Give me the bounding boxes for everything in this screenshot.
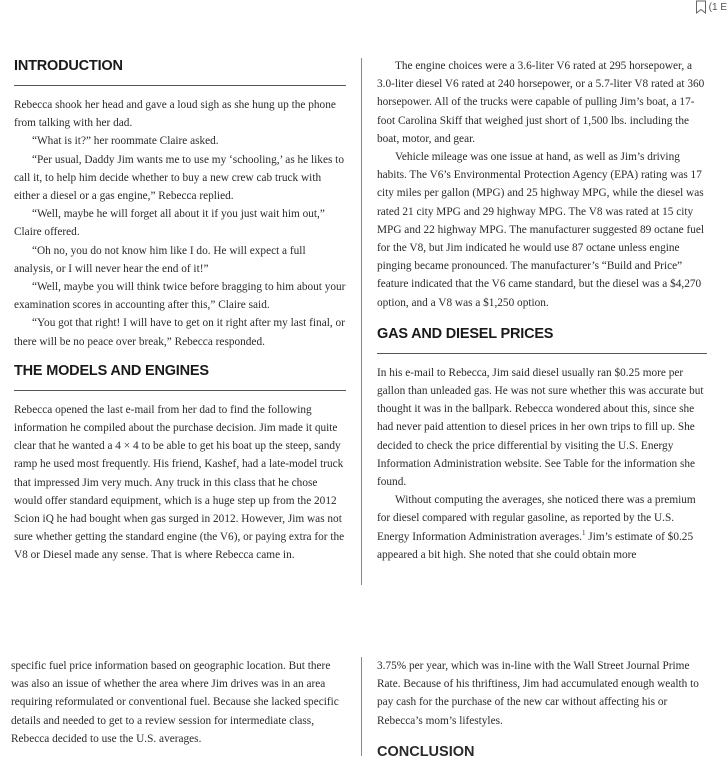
- left-column-top: [14, 58, 346, 565]
- fuel-info-paragraph: specific fuel price information based on geographic location. But there was also an issue of whether the area where Jim drives was in an area requiring reformulated or conventional fuel. Because she lacked specific details and needed to get to a review session for intermediate class, Rebecca decided to use the U.S. averages.: [11, 660, 339, 745]
- financing-paragraph: 3.75% per year, which was in-line with the Wall Street Journal Prime Rate. Because of his thriftiness, Jim had accumulated enough wealth to pay cash for the purchase of the new car without affecting his or Rebecca’s mom’s lifestyles.: [377, 660, 699, 727]
- intro-paragraph: “What is it?” her roommate Claire asked.: [32, 135, 219, 148]
- gas-paragraph: In his e-mail to Rebecca, Jim said diesel usually ran $0.25 more per gallon than unleaded gas. He was not sure whether this was accurate but thought it was in the ballpark. Rebecca wondered about this, since she had never paid attention to diesel prices in her own trips to fill up. She decided to check the price differential by visiting the U.S. Energy Information Administration website. See Table for the information she found.: [377, 366, 704, 489]
- conclusion-heading: CONCLUSION: [377, 743, 475, 760]
- page-indicator[interactable]: [695, 0, 727, 14]
- gas-diesel-body: [377, 364, 707, 564]
- engine-choices-body: [377, 57, 707, 312]
- gas-paragraph-2-continued: Jim’s estimate of $0.25 appeared a bit high. She noted that she could obtain more: [377, 530, 694, 561]
- column-divider-top: [361, 58, 362, 585]
- bookmark-icon[interactable]: [695, 0, 707, 14]
- page-number: (1 E: [708, 1, 727, 13]
- intro-paragraph: “Per usual, Daddy Jim wants me to use my ‘schooling,’ as he likes to call it, to help him decide whether to buy a new crew cab truck with either a diesel or a gas engine,” Rebecca replied.: [14, 153, 344, 203]
- models-engines-heading: THE MODELS AND ENGINES: [14, 363, 346, 391]
- right-column-bottom: [377, 657, 707, 760]
- right-column-top: [377, 58, 707, 564]
- mileage-paragraph: Vehicle mileage was one issue at hand, as well as Jim’s driving habits. The V6’s Environmental Protection Agency (EPA) rating was 17 city miles per gallon (MPG) and 25 highway MPG, while the diesel was rated 21 city MPG and 29 highway MPG. The V8 was rated at 15 city MPG and 22 highway MPG. The manufacturer suggested 89 octane fuel for the V8, but Jim indicated he would use 87 octane unless engine pinging became pronounced. The manufacturer’s “Build and Price” feature indicated that the V6 came standard, but the diesel was a $4,270 option, and a V8 was a $1,250 option.: [377, 151, 705, 309]
- fuel-info-body: [11, 657, 346, 748]
- gas-diesel-heading: GAS AND DIESEL PRICES: [377, 326, 707, 354]
- gas-paragraph-2-text: Without computing the averages, she noticed there was a premium for diesel compared with regular gasoline, as reported by the U.S. Energy Information Administration averages.: [377, 494, 696, 543]
- engine-paragraph: The engine choices were a 3.6-liter V6 rated at 295 horsepower, a 3.0-liter diesel V6 rated at 240 horsepower, or a 5.7-liter V8 rated at 360 horsepower. All of the trucks were capable of pulling Jim’s boat, a 17-foot Carolina Skiff that weighed just short of 1,500 lbs. including the boat, motor, and gear.: [377, 60, 705, 145]
- introduction-body: [14, 96, 346, 351]
- footnote-marker[interactable]: 1: [581, 528, 586, 537]
- left-column-bottom: [11, 657, 346, 748]
- models-engines-body: [14, 401, 346, 565]
- models-paragraph: Rebecca opened the last e-mail from her dad to find the following information he compiled about the purchase decision. Jim made it quite clear that he wanted a 4 × 4 to be able to get his boat up the steep, sandy ramp he used most frequently. His friend, Kashef, had a late-model truck that impressed Jim very much. Any truck in this class that he chose would offer standard equipment, which is a huge step up from the 2012 Scion iQ he had bought when gas surged in 2012. However, Jim was not sure whether getting the standard engine (the V6), or paying extra for the V8 or Diesel made any sense. That is where Rebecca came in.: [14, 403, 345, 562]
- intro-paragraph: “Well, maybe you will think twice before bragging to him about your examination scores in accounting after this,” Claire said.: [14, 281, 346, 312]
- financing-body: [377, 657, 707, 730]
- column-divider-bottom: [361, 657, 362, 756]
- gas-paragraph-2: [377, 491, 707, 564]
- introduction-heading: INTRODUCTION: [14, 58, 346, 86]
- intro-paragraph: “You got that right! I will have to get on it right after my last final, or there will be no peace over break,” Rebecca responded.: [14, 317, 345, 348]
- intro-paragraph: “Well, maybe he will forget all about it if you just wait him out,” Claire offered.: [14, 208, 325, 239]
- intro-paragraph: “Oh no, you do not know him like I do. He will expect a full analysis, or I will never hear the end of it!”: [14, 244, 306, 275]
- intro-paragraph: Rebecca shook her head and gave a loud sigh as she hung up the phone from talking with her dad.: [14, 99, 336, 130]
